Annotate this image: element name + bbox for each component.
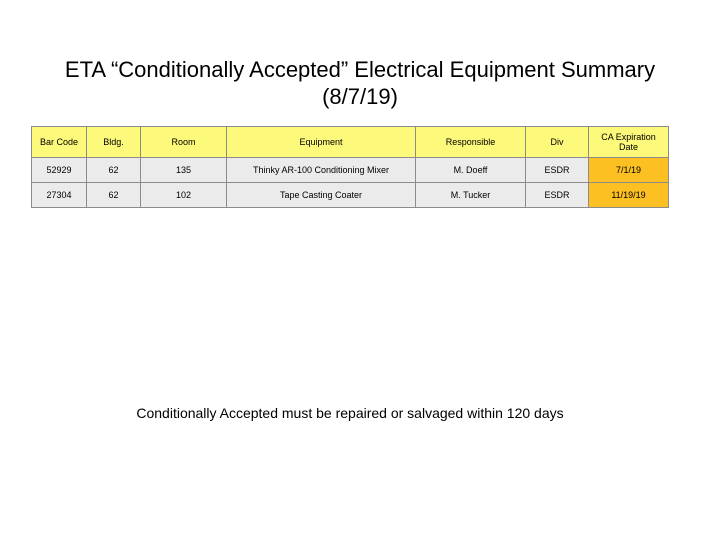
header-ca-expiration-date: CA Expiration Date — [589, 127, 669, 158]
cell-room: 102 — [141, 183, 227, 208]
equipment-summary-table — [31, 126, 669, 208]
cell-ca-expiration-date: 11/19/19 — [589, 183, 669, 208]
cell-bldg: 62 — [87, 183, 141, 208]
header-room: Room — [141, 127, 227, 158]
cell-div: ESDR — [526, 158, 589, 183]
cell-bar-code: 52929 — [32, 158, 87, 183]
cell-responsible: M. Doeff — [416, 158, 526, 183]
title-line-2: (8/7/19) — [322, 84, 398, 109]
cell-equipment: Tape Casting Coater — [227, 183, 416, 208]
cell-equipment: Thinky AR-100 Conditioning Mixer — [227, 158, 416, 183]
page-title — [40, 56, 680, 110]
cell-bldg: 62 — [87, 158, 141, 183]
cell-responsible: M. Tucker — [416, 183, 526, 208]
cell-bar-code: 27304 — [32, 183, 87, 208]
title-line-1: ETA “Conditionally Accepted” Electrical Equipment Summary — [64, 57, 656, 82]
header-bar-code: Bar Code — [32, 127, 87, 158]
header-responsible: Responsible — [416, 127, 526, 158]
header-equipment: Equipment — [227, 127, 416, 158]
table-row — [32, 183, 669, 208]
footnote: Conditionally Accepted must be repaired or salvaged within 120 days — [136, 405, 564, 421]
cell-div: ESDR — [526, 183, 589, 208]
header-div: Div — [526, 127, 589, 158]
table-row — [32, 158, 669, 183]
cell-room: 135 — [141, 158, 227, 183]
table-header-row — [32, 127, 669, 158]
header-bldg: Bldg. — [87, 127, 141, 158]
cell-ca-expiration-date: 7/1/19 — [589, 158, 669, 183]
